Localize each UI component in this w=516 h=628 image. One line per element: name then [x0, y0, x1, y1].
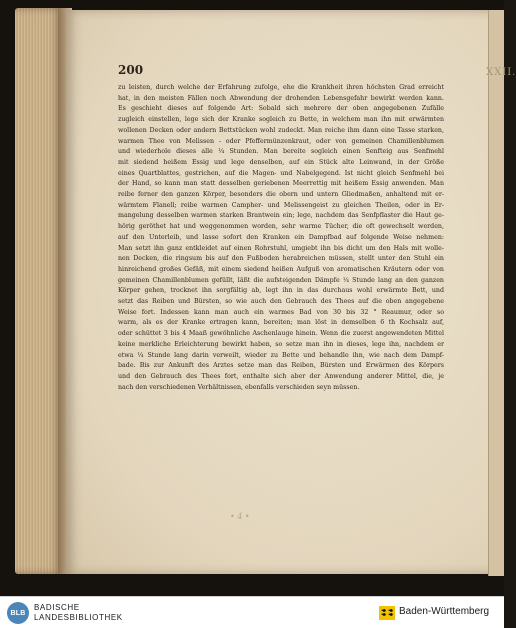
text-line: nen Decken, die ringsum bis auf den Fußboden herabreichen müssen, stellt unter den Stuhl ein [118, 255, 444, 263]
text-line: gemeinen Chamillenblumen gefüllt, läßt die aufsteigenden Dämpfe ¼ Stunde lang an den ganzen [118, 276, 444, 284]
text-line: zu leisten, durch welche der Erfahrung zufolge, ehe die Krankheit ihren höchsten Grad erreicht [118, 84, 444, 91]
library-name-line1: BADISCHE [34, 603, 80, 612]
book-page-edges [15, 8, 63, 574]
text-line: oder schüttet 3 bis 4 Maaß gewöhnliche Aschenlauge hinein. Wenn die zuerst angewendeten Mittel [118, 330, 444, 338]
library-name[interactable] [34, 603, 123, 623]
page-number: 200 [118, 63, 144, 77]
text-line: setzt das Reiben und Bürsten, so wie auch den Gebrauch des Thees auf die oben angegebene [118, 298, 444, 306]
state-name[interactable]: Baden-Württemberg [399, 606, 490, 617]
text-line: eines Quartblattes, gestrichen, auf die Magen- und Nabelgegend. Ist nicht gleich Senfmehl bei [118, 169, 444, 177]
text-line: keine merkliche Erleichterung bewirkt haben, so setze man ihn in dieses, lege ihn, nachdem er [118, 340, 444, 348]
text-line: etwa ¼ Stunde lang darin verweilt, wieder zu Bette und behandle ihn, wie nach dem Dampf- [118, 351, 444, 359]
text-line: hinreichend großes Gefäß, mit einem siedend heißen Aufguß von aromatischen Kräutern oder von [118, 265, 444, 273]
text-line: reibe ferner den ganzen Körper, besonders die obern und untern Gliedmaßen, anhaltend mit er- [118, 191, 444, 199]
text-line: zugleich einstellen, lege sich der Kranke sogleich zu Bette, in welchem man ihn mit erwärmten [118, 116, 444, 124]
baden-wuerttemberg-lions-icon[interactable] [379, 606, 395, 620]
text-line: Man setzt ihn ganz entkleidet auf einen Rohrstuhl, umgiebt ihn bis dicht um den Hals mit wolle- [118, 244, 444, 252]
text-line: bade. Bis zur Ankunft des Arztes setze man das Reiben, Bürsten und Erwärmen des Körpers [118, 362, 444, 370]
text-line: Weise fort. Indessen kann man auch ein warmes Bad von 30 bis 32 ° Reaumur, oder so [118, 308, 444, 316]
bleed-through-heading: XXII. [486, 67, 516, 78]
text-line: mit siedend heißem Essig und lege denselben, auf ein Stück alte Leinwand, in der Größe [118, 158, 444, 166]
text-line: hat, in den meisten Fällen noch Abwendung der drohenden Lebensgefahr bewirkt werden kann. [118, 94, 444, 102]
text-line: auf den Unterleib, und lasse sofort den Kranken ein Dampfbad auf folgende Weise nehmen: [118, 233, 444, 241]
text-line: Es geschieht dieses auf folgende Art: Sobald sich mehrere der oben angegebenen Zufälle [118, 105, 444, 113]
footer-bar [0, 596, 504, 628]
next-page-edge [488, 10, 504, 576]
text-line: hörig geröthet hat und weggenommen worden, sehr warme Tücher, die oft gewechselt werden, [118, 223, 444, 231]
text-line: und wiederhole dieses alle ¼ Stunden. Man bereite sogleich einen Senfteig aus Senfmehl [118, 148, 444, 156]
text-line: der Hand, so kann man statt desselben geriebenen Meerrettig mit heißem Essig anwenden. Man [118, 180, 444, 188]
text-line: nach den verschiedenen Verhältnissen, ebenfalls verschieden seyn müssen. [118, 383, 360, 391]
body-text [118, 83, 444, 393]
library-name-line2: LANDESBIBLIOTHEK [34, 613, 123, 622]
text-line: und den Gebrauch des Thees fort, enthalte sich aber der Anwendung anderer Mittel, die, je [118, 372, 444, 380]
blb-logo-icon[interactable]: BLB [7, 602, 29, 624]
text-line: wollenen Decken oder andern Bettstücken wohl zudeckt. Man reiche ihm dann eine Tasse starken, [118, 126, 444, 134]
text-line: Körper gehen, trocknet ihn sorgfältig ab, legt ihn in das durchaus wohl erwärmte Bett, und [118, 287, 444, 295]
faint-bleed-mark: • 4 • [230, 512, 250, 521]
text-line: mangelung desselben warmen starken Brantwein ein; lege, nachdem das Senfpflaster die Haut ge- [118, 212, 444, 220]
text-line: warm, als es der Kranke ertragen kann, bereiten; man löst in demselben 6 th Kochsalz auf, [118, 319, 444, 327]
text-line: warmen Thee von Melissen - oder Pfeffermünzenkraut, oder von gemeinen Chamillenblumen [118, 137, 444, 145]
text-line: wärmtem Flanell; reibe warmen Campher- und Melissengeist zu gleichen Theilen, oder in Er- [118, 201, 444, 209]
